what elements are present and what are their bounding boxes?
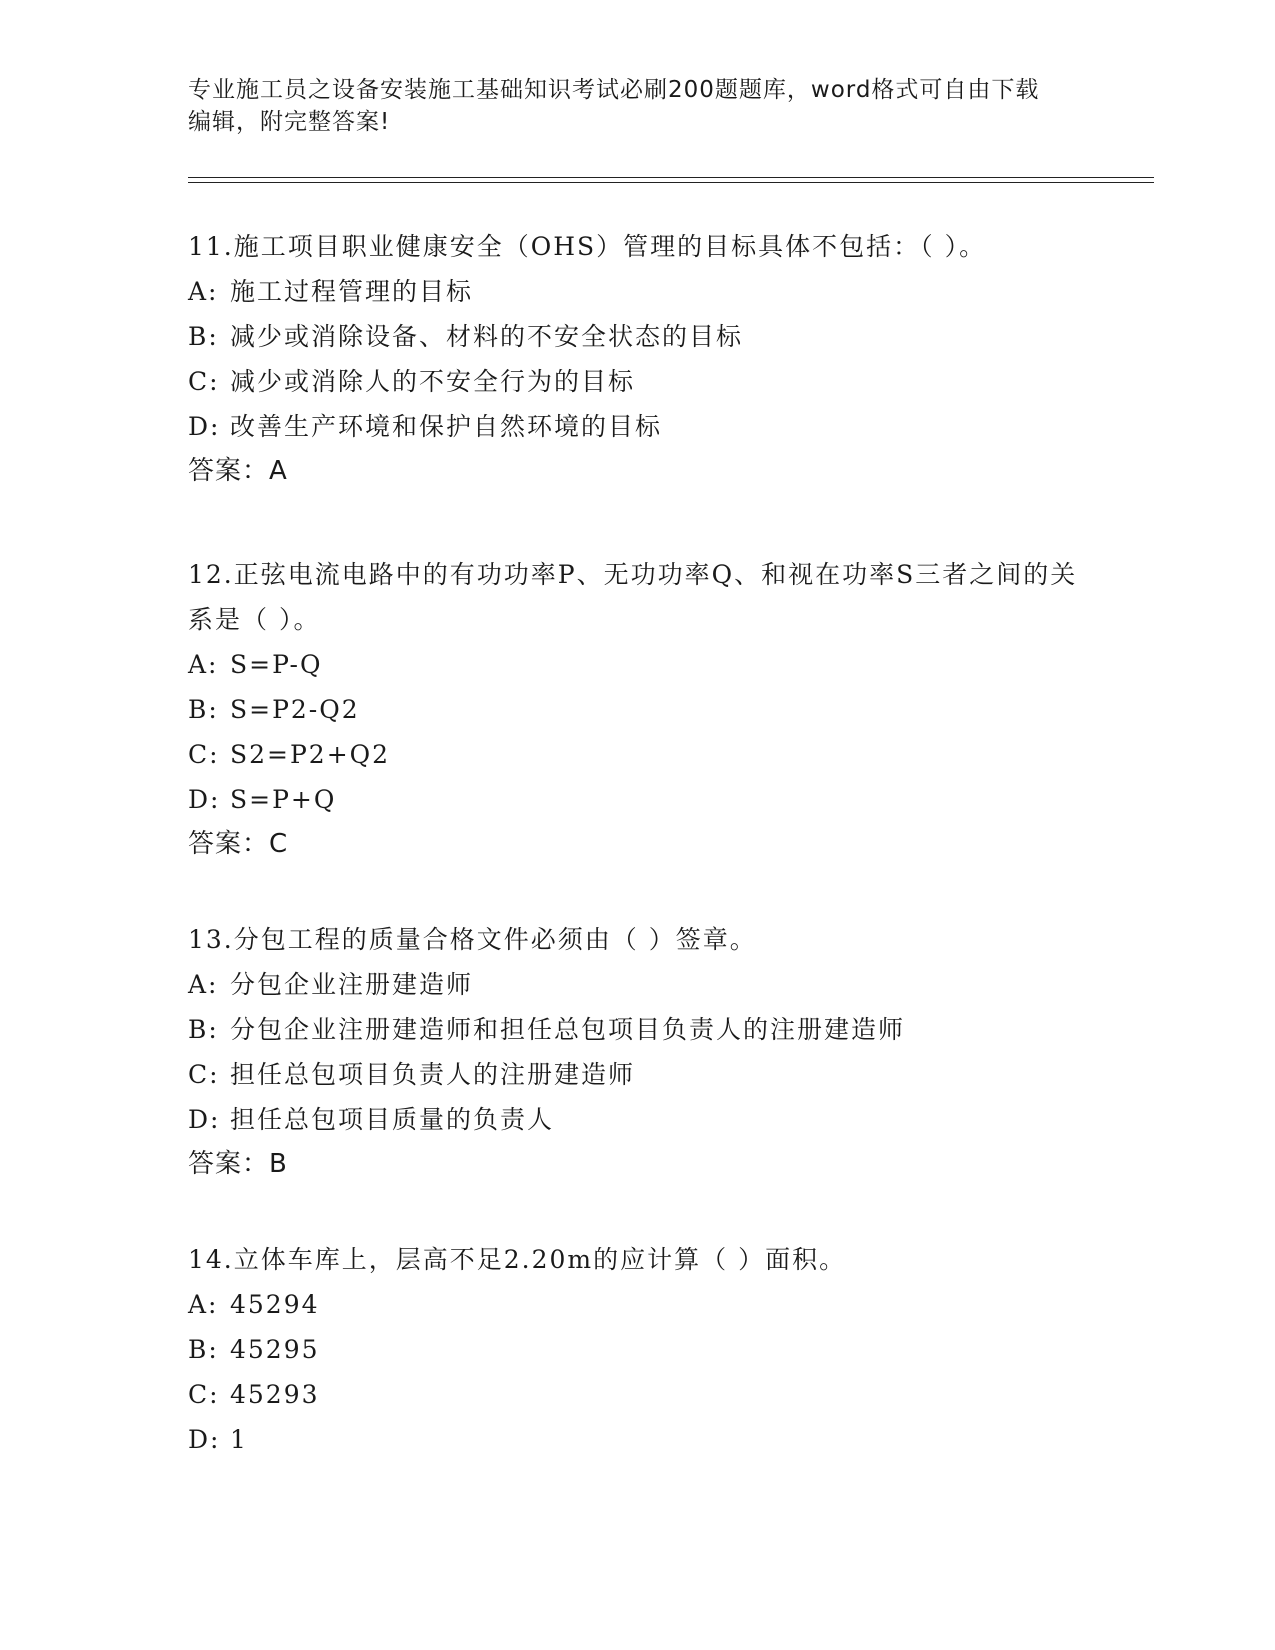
option-a [188, 642, 1088, 687]
option-c [188, 1372, 1088, 1417]
option-text: 施工过程管理的目标 [230, 277, 474, 306]
option-text: 担任总包项目质量的负责人 [230, 1105, 555, 1134]
header-divider-top [188, 177, 1154, 178]
option-c [188, 732, 1088, 777]
option-a [188, 962, 1088, 1007]
option-text: S=P2-Q2 [230, 695, 360, 724]
option-text: 45293 [230, 1380, 320, 1409]
option-key: A: [188, 1290, 219, 1319]
option-a [188, 269, 1088, 314]
option-d [188, 404, 1088, 449]
option-a [188, 1282, 1088, 1327]
option-c [188, 1052, 1088, 1097]
option-b [188, 314, 1088, 359]
option-key: D: [188, 412, 221, 441]
option-key: B: [188, 1335, 219, 1364]
option-key: D: [188, 1105, 221, 1134]
option-text: 45294 [230, 1290, 320, 1319]
option-text: 改善生产环境和保护自然环境的目标 [230, 412, 663, 441]
question-stem: 13.分包工程的质量合格文件必须由（ ）签章。 [188, 925, 757, 954]
answer-line: 答案：A [188, 456, 288, 486]
option-text: 分包企业注册建造师和担任总包项目负责人的注册建造师 [230, 1015, 906, 1044]
option-text: 1 [230, 1425, 248, 1454]
option-key: A: [188, 970, 219, 999]
option-d [188, 777, 1088, 822]
option-key: C: [188, 367, 220, 396]
question-stem: 11.施工项目职业健康安全（OHS）管理的目标具体不包括：（ ）。 [188, 232, 987, 261]
option-key: D: [188, 785, 221, 814]
option-text: 担任总包项目负责人的注册建造师 [230, 1060, 636, 1089]
option-text: S=P-Q [230, 650, 323, 679]
option-b [188, 1007, 1088, 1052]
option-key: D: [188, 1425, 221, 1454]
option-c [188, 359, 1088, 404]
option-text: 45295 [230, 1335, 320, 1364]
header-title-line-1: 专业施工员之设备安装施工基础知识考试必刷200题题库，word格式可自由下载 [188, 77, 1040, 103]
option-key: C: [188, 1060, 220, 1089]
question-12 [188, 552, 1088, 867]
option-text: 减少或消除设备、材料的不安全状态的目标 [230, 322, 744, 351]
question-14 [188, 1237, 1088, 1462]
answer-line: 答案：C [188, 829, 289, 859]
question-11 [188, 224, 1088, 494]
option-text: 分包企业注册建造师 [230, 970, 474, 999]
answer-line: 答案：B [188, 1149, 288, 1179]
option-d [188, 1097, 1088, 1142]
question-stem: 12.正弦电流电路中的有功功率P、无功功率Q、和视在功率S三者之间的关系是（ ）。 [188, 560, 1078, 634]
option-key: C: [188, 740, 220, 769]
option-key: B: [188, 695, 219, 724]
document-header [188, 74, 1088, 138]
option-text: 减少或消除人的不安全行为的目标 [230, 367, 636, 396]
option-key: B: [188, 322, 219, 351]
question-13 [188, 917, 1088, 1187]
question-stem: 14.立体车库上，层高不足2.20m的应计算（ ）面积。 [188, 1245, 847, 1274]
option-key: A: [188, 277, 219, 306]
option-b [188, 1327, 1088, 1372]
header-title-line-2: 编辑，附完整答案! [188, 109, 391, 135]
option-text: S=P+Q [230, 785, 337, 814]
option-key: C: [188, 1380, 220, 1409]
header-divider-bottom [188, 182, 1154, 183]
option-key: B: [188, 1015, 219, 1044]
option-text: S2=P2+Q2 [230, 740, 391, 769]
option-b [188, 687, 1088, 732]
option-d [188, 1417, 1088, 1462]
option-key: A: [188, 650, 219, 679]
